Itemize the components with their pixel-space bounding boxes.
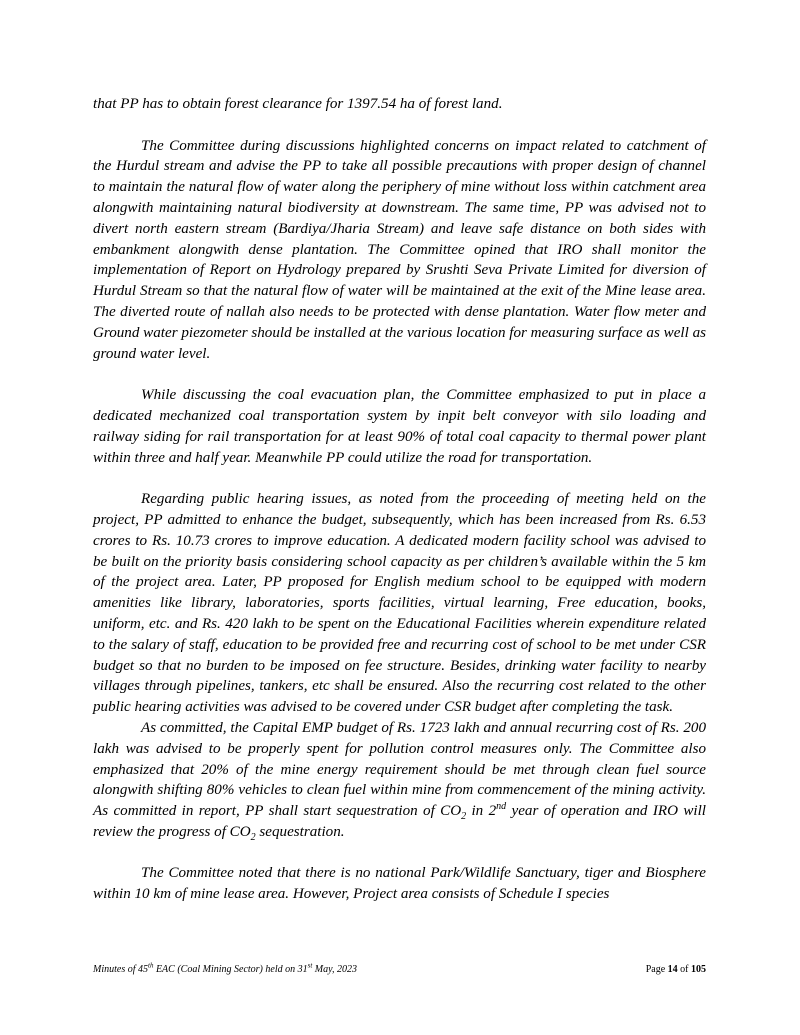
co2-subscript: 2 — [461, 811, 467, 823]
paragraph-coal-evacuation: While discussing the coal evacuation plan, the Committee emphasized to put in place a dedicated mechanized coal transportation system by inpit belt conveyor with silo loading and railway siding for rail transportation for at least 90% of total coal capacity to thermal power plant within three and half year. Meanwhile PP could utilize the road for transportation. — [93, 387, 706, 466]
page-of: of — [677, 964, 691, 975]
paragraph-forest-clearance: that PP has to obtain forest clearance for 1397.54 ha of forest land. — [93, 96, 503, 112]
footer-text-b: EAC (Coal Mining Sector) held on 31 — [153, 964, 308, 975]
document-body — [93, 94, 706, 905]
footer-meeting-title — [93, 961, 357, 975]
footer-text-a: Minutes of 45 — [93, 964, 148, 975]
page-number: 14 — [667, 964, 678, 975]
paragraph-emp-budget — [93, 718, 706, 843]
emp-text-c: year of operation and IRO will review the progress of CO — [93, 803, 706, 840]
co2-subscript: 2 — [250, 831, 256, 843]
ordinal-superscript: nd — [496, 801, 507, 813]
paragraph-public-hearing: Regarding public hearing issues, as noted from the proceeding of meeting held on the project, PP admitted to enhance the budget, subsequently, which has been increased from Rs. 6.53 crores to Rs. 10.73 crores to improve education. A dedicated modern facility school was advised to be built on the priority basis considering school capacity as per children’s available within the 5 km of the project area. Later, PP proposed for English medium school to be equipped with modern amenities like library, laboratories, sports facilities, virtual learning, Free education, books, uniform, etc. and Rs. 420 lakh to be spent on the Educational Facilities wherein expenditure related to the salary of staff, education to be provided free and recurring cost of school to be met under CSR budget so that no burden to be imposed on fee structure. Besides, drinking water facility to nearby villages through pipelines, tankers, etc shall be ensured. Also the recurring cost related to the other public hearing activities was advised to be covered under CSR budget after completing the task. — [93, 491, 706, 716]
page-prefix: Page — [645, 964, 668, 975]
page-number-label — [646, 964, 706, 975]
emp-text-a: As committed, the Capital EMP budget of Rs. 1723 lakh and annual recurring cost of Rs. 200 lakh was advised to be properly spent for pollution control measures only. The Committee also emphasized that 20% of the mine energy requirement should be met through clean fuel source alongwith shifting 80% vehicles to clean fuel within mine from commencement of the mining activity. As committed in report, PP shall start sequestration of CO — [93, 719, 706, 820]
paragraph-hurdul-stream: The Committee during discussions highlighted concerns on impact related to catchment of the Hurdul stream and advise the PP to take all possible precautions with proper design of channel to maintain the natural flow of water along the periphery of mine without loss within catchment area alongwith maintaining natural biodiversity at downstream. The same time, PP was advised not to divert north eastern stream (Bardiya/Jharia Stream) and leave safe distance on both sides with embankment alongwith dense plantation. The Committee opined that IRO shall monitor the implementation of Report on Hydrology prepared by Srushti Seva Private Limited for diversion of Hurdul Stream so that the natural flow of water will be maintained at the exit of the Mine lease area. The diverted route of nallah also needs to be protected with dense plantation. Water flow meter and Ground water piezometer should be installed at the various location for measuring surface as well as ground water level. — [93, 137, 706, 362]
page-footer — [93, 961, 706, 975]
footer-text-c: May, 2023 — [312, 964, 357, 975]
footer-sup-st: st — [307, 961, 313, 970]
footer-sup-th: th — [148, 961, 154, 970]
emp-text-d: sequestration. — [255, 823, 345, 840]
paragraph-national-park: The Committee noted that there is no national Park/Wildlife Sanctuary, tiger and Biosphere within 10 km of mine lease area. However, Project area consists of Schedule I species — [93, 865, 706, 903]
page-total: 105 — [691, 964, 706, 975]
emp-text-b: in 2 — [466, 803, 497, 820]
